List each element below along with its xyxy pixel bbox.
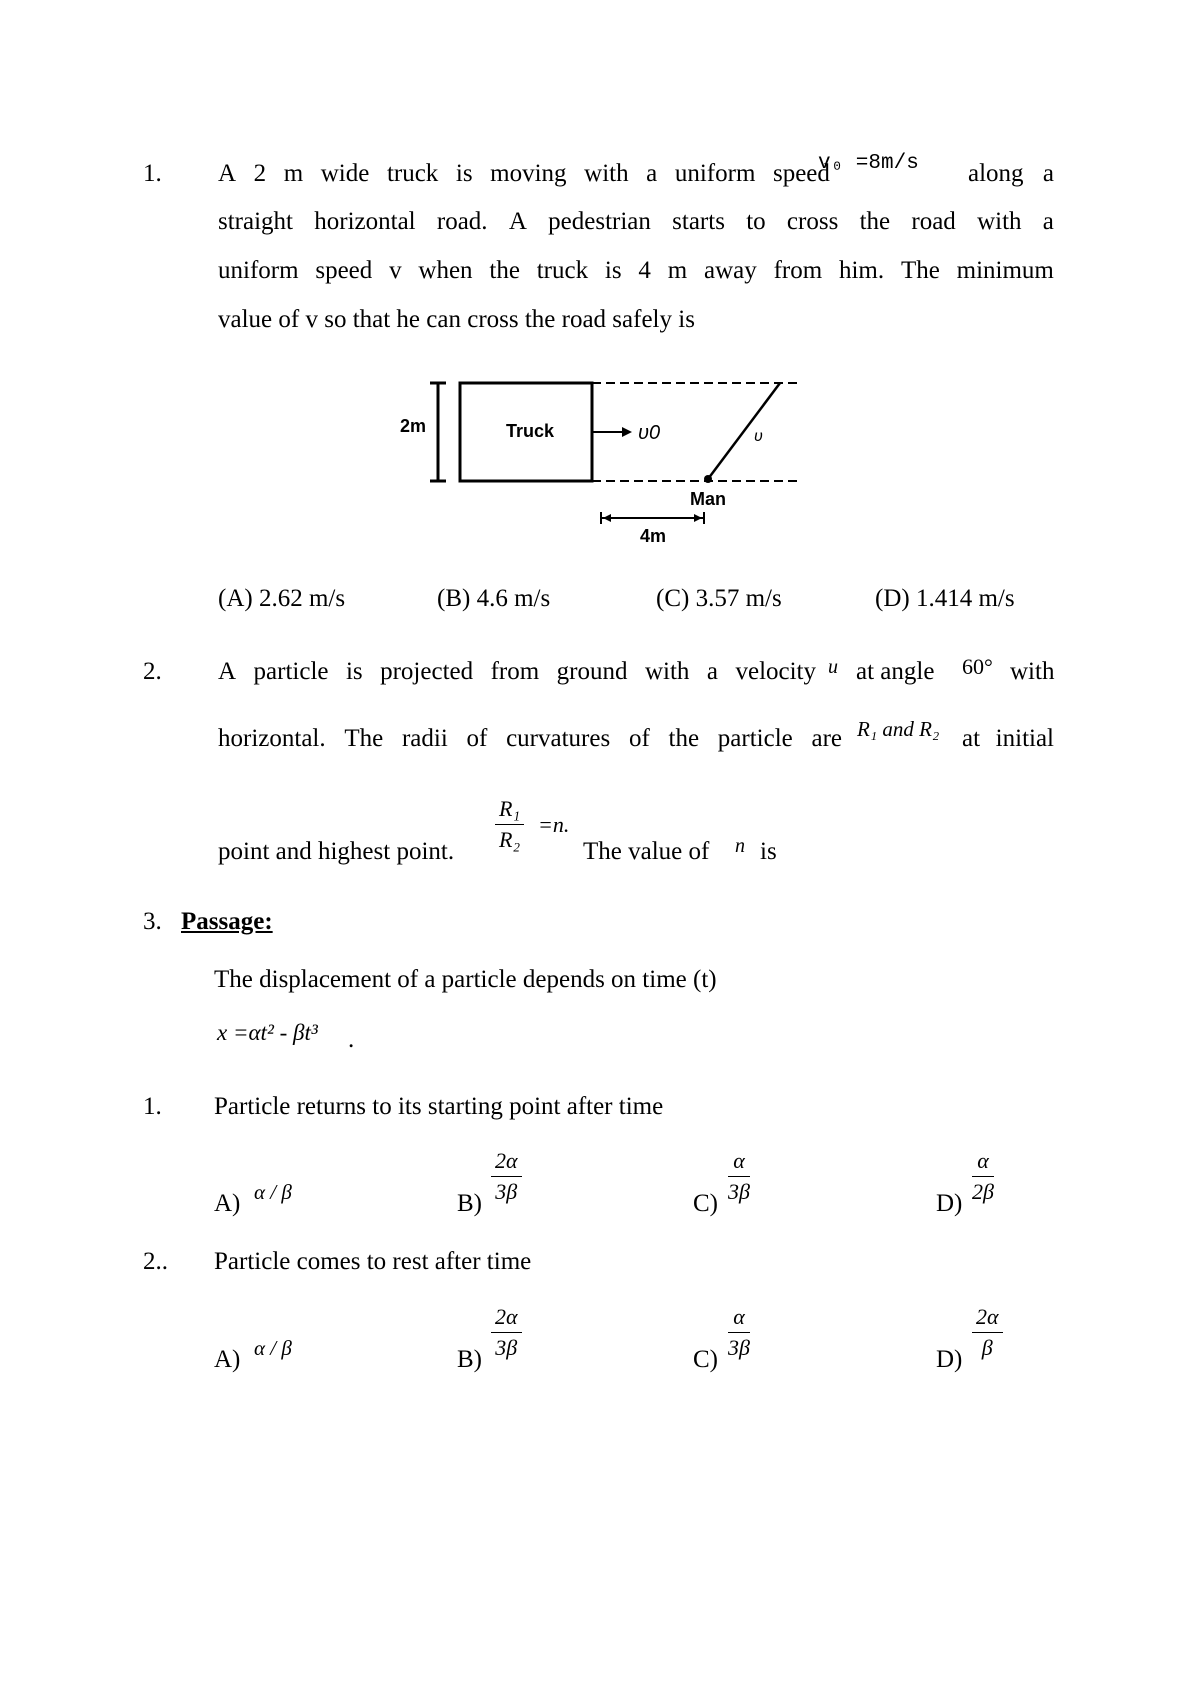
sub1-option-b[interactable]: B) <box>457 1190 482 1217</box>
ratio-denominator: R₂ <box>499 827 521 852</box>
q2-line-3-start: point and highest point. <box>218 838 455 865</box>
man-label: Man <box>690 489 726 509</box>
q1-line-2-word: to <box>746 208 766 235</box>
q1-line-1-word: moving <box>490 160 567 187</box>
q1-line-3-word: him. <box>838 257 885 284</box>
q1-line-3-word: minimum <box>956 257 1054 284</box>
q2-value-of: The value of <box>583 838 710 865</box>
q1-line-1-word: uniform <box>674 160 756 187</box>
q2-line-2-word: curvatures <box>506 725 611 752</box>
question-1-line-4: value of v so that he can cross the road safely is <box>218 306 695 333</box>
r-expression: R₁ and R₂ <box>857 717 940 741</box>
u-symbol: u <box>828 656 838 678</box>
q1-line-2-word: road. <box>436 208 488 235</box>
q2-line-2-word: of <box>628 725 650 752</box>
sub-question-2-text: Particle comes to rest after time <box>214 1248 532 1275</box>
distance-label: 4m <box>640 526 667 546</box>
q1-line-1-word: is <box>455 160 473 187</box>
q1-line-1-word: wide <box>320 160 370 187</box>
n-symbol: n <box>735 835 745 857</box>
q1-line-2-word: a <box>1042 208 1054 235</box>
q1-line-2-word: road <box>911 208 956 235</box>
q2-line-2-word: the <box>668 725 700 752</box>
q1-line-1-word: m <box>283 160 304 187</box>
q1-option-b[interactable]: (B) 4.6 m/s <box>437 585 551 612</box>
q1-line-2-word: with <box>977 208 1022 235</box>
question-1-line-1 <box>218 160 830 188</box>
q1-line-3-word: truck <box>536 257 589 284</box>
ratio-fraction <box>495 796 524 853</box>
q2-line-1-word: velocity <box>735 658 816 685</box>
sub1-option-d-fraction: $\frac{\alpha}{2\beta}$ <box>972 1148 994 1204</box>
q2-at-angle: at angle <box>856 658 935 685</box>
height-label: 2m <box>400 416 427 436</box>
q1-line-1-tail <box>968 160 1054 188</box>
truck-label: Truck <box>506 421 555 441</box>
question-2-line-2 <box>218 725 842 753</box>
q1-line-2-word: straight <box>218 208 293 235</box>
question-2-line-1 <box>218 658 816 686</box>
q2-line-2-word: radii <box>401 725 448 752</box>
q1-line-3-word: away <box>704 257 757 284</box>
q2-line-1-word: from <box>490 658 540 685</box>
q1-line-2-word: starts <box>672 208 725 235</box>
q1-line-3-word: when <box>418 257 473 284</box>
sub2-option-a-value: α / β <box>254 1336 292 1360</box>
sub1-option-d[interactable]: D) <box>936 1190 963 1217</box>
q1-option-a[interactable]: (A) 2.62 m/s <box>218 585 346 612</box>
sub1-option-c-fraction: $\frac{\alpha}{3\beta}$ <box>728 1148 750 1204</box>
q2-line-1-word: particle <box>253 658 329 685</box>
q1-line-3-word: The <box>900 257 940 284</box>
q1-line-2-word: the <box>859 208 891 235</box>
q2-is: is <box>760 838 777 865</box>
q1-along-word: along <box>968 160 1024 187</box>
q1-line-1-word: with <box>584 160 629 187</box>
question-2-number: 2. <box>143 658 162 685</box>
q1-line-3-word: the <box>489 257 520 284</box>
q2-with: with <box>1010 658 1055 685</box>
q2-line-1-word: projected <box>380 658 474 685</box>
q1-line-3-word: v <box>389 257 402 284</box>
q2-line-2-word: horizontal. <box>218 725 326 752</box>
sub1-option-b-fraction: $\frac{2\alpha}{3\beta}$ <box>491 1148 522 1205</box>
angle-value: 60° <box>962 654 993 679</box>
q1-line-3-word: 4 <box>638 257 651 284</box>
q2-line-2-tail: at initial <box>962 725 1054 752</box>
v0-label: υ0 <box>638 422 661 444</box>
q2-line-1-word: with <box>644 658 690 685</box>
sub2-option-b-fraction: $\frac{2\alpha}{3\beta}$ <box>491 1304 522 1361</box>
sub2-option-b[interactable]: B) <box>457 1346 482 1373</box>
q1-line-1-word: speed <box>772 160 830 187</box>
q2-line-2-word: The <box>344 725 384 752</box>
q2-line-1-word: A <box>218 658 237 685</box>
sub2-option-c[interactable]: C) <box>693 1346 718 1373</box>
sub1-option-a[interactable]: A) <box>214 1190 241 1217</box>
passage-heading: Passage: <box>181 908 273 935</box>
sub-question-1-number: 1. <box>143 1093 162 1120</box>
sub2-option-a[interactable]: A) <box>214 1346 241 1373</box>
q1-option-d[interactable]: (D) 1.414 m/s <box>875 585 1015 612</box>
sub-question-1-text: Particle returns to its starting point after time <box>214 1093 664 1120</box>
sub1-option-c[interactable]: C) <box>693 1190 718 1217</box>
q1-line-2-word: horizontal <box>314 208 416 235</box>
q2-line-2-word: are <box>811 725 842 752</box>
question-1-line-3 <box>218 257 1054 285</box>
man-point <box>704 475 712 483</box>
ratio-numerator: R₁ <box>495 796 524 825</box>
sub2-option-d-fraction: $\frac{2\alpha}{\beta}$ <box>972 1304 1003 1361</box>
q1-option-c[interactable]: (C) 3.57 m/s <box>656 585 782 612</box>
sub1-option-a-value: α / β <box>254 1180 292 1204</box>
question-3-number: 3. <box>143 908 162 935</box>
equation-dot: . <box>348 1026 355 1053</box>
displacement-equation: x =αt² - βt³ <box>217 1020 318 1045</box>
sub2-option-d[interactable]: D) <box>936 1346 963 1373</box>
q1-line-3-word: from <box>773 257 823 284</box>
passage-intro: The displacement of a particle depends on time (t) <box>214 966 717 993</box>
q2-line-1-word: is <box>345 658 363 685</box>
v-label: υ <box>754 428 763 445</box>
question-1-number: 1. <box>143 160 162 187</box>
q1-line-1-word: A <box>218 160 237 187</box>
truck-pedestrian-diagram <box>390 370 810 550</box>
q1-a-word: a <box>1042 160 1054 187</box>
q2-line-1-word: a <box>706 658 718 685</box>
q1-line-1-word: 2 <box>253 160 267 187</box>
q1-line-2-word: A <box>508 208 527 235</box>
sub2-option-c-fraction: $\frac{\alpha}{3\beta}$ <box>728 1304 750 1360</box>
ratio-equals: =n. <box>538 812 570 837</box>
q1-line-3-word: m <box>667 257 688 284</box>
q1-line-3-word: speed <box>315 257 373 284</box>
q2-line-2-word: of <box>466 725 488 752</box>
q2-line-2-word: particle <box>717 725 793 752</box>
question-1-line-2 <box>218 208 1054 236</box>
q1-line-2-word: pedestrian <box>548 208 651 235</box>
q1-speed-expression: v₀ =8m/s <box>818 152 919 175</box>
q1-line-2-word: cross <box>786 208 839 235</box>
sub-question-2-number: 2.. <box>143 1248 168 1275</box>
q1-line-1-word: a <box>646 160 658 187</box>
q1-line-3-word: uniform <box>218 257 299 284</box>
pedestrian-path <box>708 383 780 479</box>
q1-line-1-word: truck <box>386 160 439 187</box>
q1-line-3-word: is <box>604 257 622 284</box>
q2-line-1-word: ground <box>556 658 628 685</box>
